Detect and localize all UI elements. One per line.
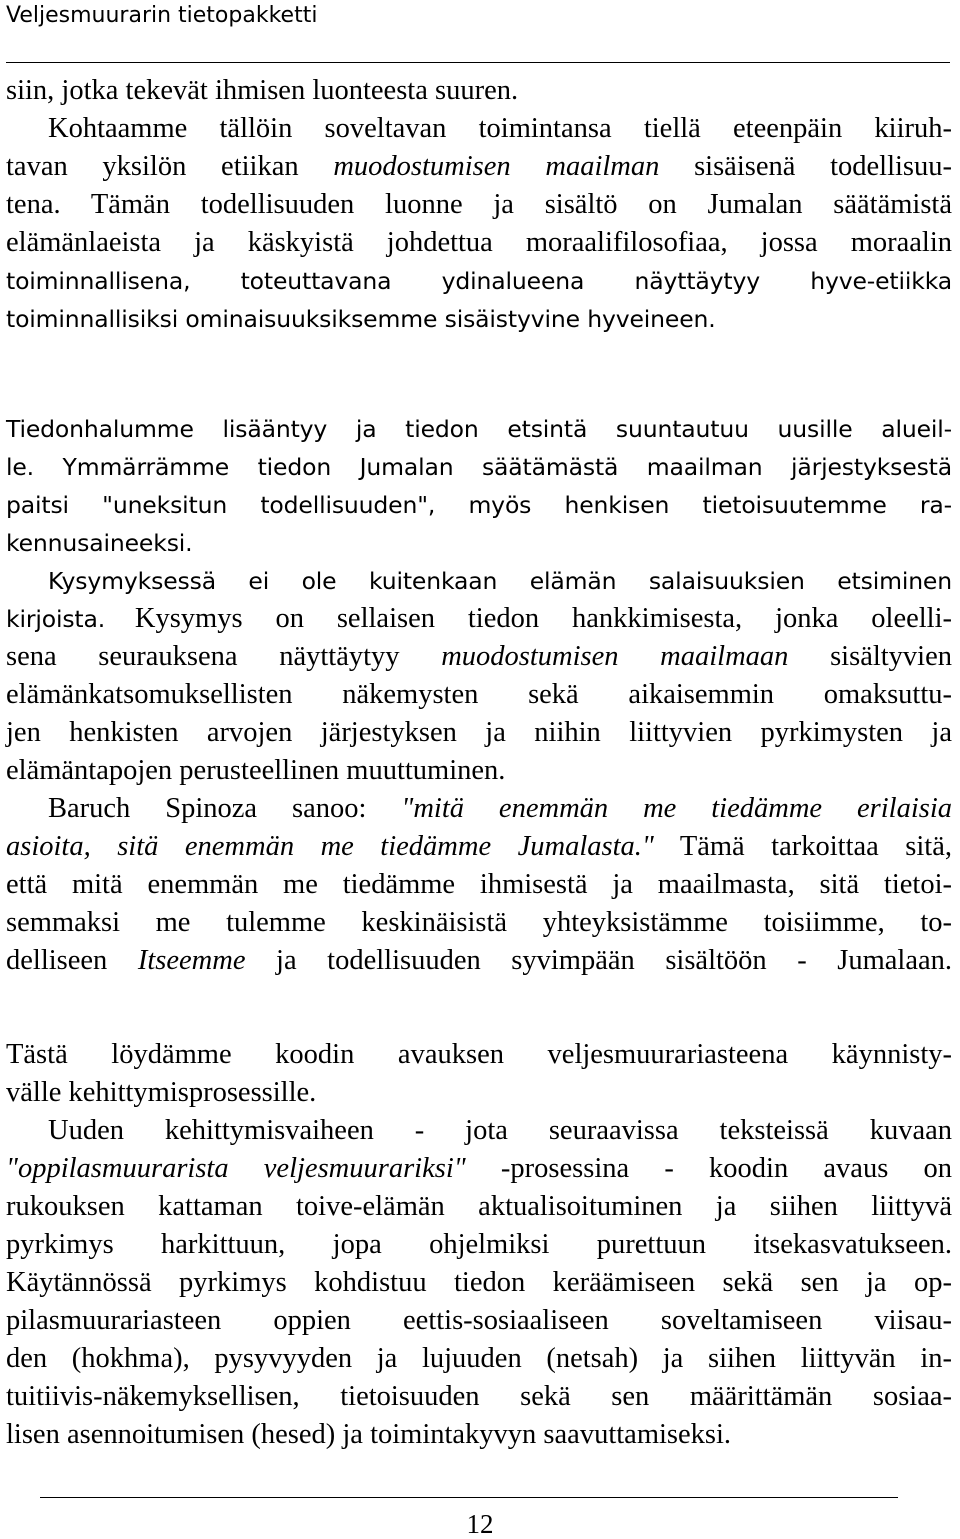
text-line: Tästä löydämme koodin avauksen veljesmuurariasteena käynnisty-: [6, 1039, 952, 1070]
text-line: kirjoista. Kysymys on sellaisen tiedon hankkimisesta, jonka oleelli-: [6, 603, 953, 634]
paragraph-block-2: [6, 410, 952, 980]
quote-text: "oppilasmuurarista veljesmuurariksi": [6, 1153, 466, 1184]
text-line: toiminnallisiksi ominaisuuksiksemme sisäistyvine hyveineen.: [6, 305, 716, 333]
paragraph-block-1: [6, 72, 952, 338]
paragraph-block-3: [6, 1036, 952, 1454]
text-line: tena. Tämän todellisuuden luonne ja sisältö on Jumalan säätämistä: [6, 189, 952, 220]
text-line: pilasmuurariasteen oppien eettis-sosiaaliseen soveltamiseen viisau-: [6, 1305, 952, 1336]
text-line: Uuden kehittymisvaiheen - jota seuraavissa teksteissä kuvaan: [48, 1115, 952, 1146]
text-line: Käytännössä pyrkimys kohdistuu tiedon keräämiseen sekä sen ja op-: [6, 1267, 952, 1298]
text-line: jen henkisten arvojen järjestyksen ja niihin liittyvien pyrkimysten ja: [6, 717, 952, 748]
header-rule: [6, 62, 950, 63]
running-header: Veljesmuurarin tietopakketti: [6, 3, 318, 28]
text-line: tavan yksilön etiikan muodostumisen maailman sisäisenä todellisuu-: [6, 151, 952, 182]
text-line: siin, jotka tekevät ihmisen luonteesta suuren.: [6, 75, 519, 106]
text-line: Baruch Spinoza sanoo: "mitä enemmän me tiedämme erilaisia: [48, 793, 953, 824]
text-line: delliseen Itseemme ja todellisuuden syvimpään sisältöön - Jumalaan.: [6, 945, 953, 976]
text-line: paitsi "uneksitun todellisuuden", myös henkisen tietoisuutemme ra-: [6, 491, 952, 519]
text-line: Kohtaamme tällöin soveltavan toimintansa tiellä eteenpäin kiiruh-: [48, 113, 952, 144]
quote-text: "mitä enemmän me tiedämme erilaisia: [401, 793, 953, 824]
text-line: "oppilasmuurarista veljesmuurariksi" -prosessina - koodin avaus on: [6, 1153, 952, 1184]
text-line: sena seurauksena näyttäytyy muodostumisen maailmaan sisältyvien: [6, 641, 952, 672]
text-line: elämänlaeista ja käskyistä johdettua moraalifilosofiaa, jossa moraalin: [6, 227, 952, 258]
text-line: den (hokhma), pysyvyyden ja lujuuden (netsah) ja siihen liittyvän in-: [6, 1343, 952, 1374]
quote-text: asioita, sitä enemmän me tiedämme Jumalasta.": [6, 831, 654, 862]
text-line: Kysymyksessä ei ole kuitenkaan elämän salaisuuksien etsiminen: [48, 567, 952, 595]
emphasis-text: muodostumisen maailman: [333, 151, 660, 182]
text-line: le. Ymmärrämme tiedon Jumalan säätämästä maailman järjestyksestä: [6, 453, 952, 481]
text-line: tuitiivis-näkemyksellisen, tietoisuuden sekä sen määrittämän sosiaa-: [6, 1381, 952, 1412]
text-line: elämäntapojen perusteellinen muuttuminen.: [6, 755, 506, 786]
text-line: kennusaineeksi.: [6, 529, 193, 557]
text-line: asioita, sitä enemmän me tiedämme Jumalasta." Tämä tarkoittaa sitä,: [6, 831, 952, 862]
text-line: rukouksen kattaman toive-elämän aktualisoituminen ja siihen liittyvä: [6, 1191, 952, 1222]
text-line: pyrkimys harkittuun, jopa ohjelmiksi purettuun itsekasvatukseen.: [6, 1229, 952, 1260]
text-line: semmaksi me tulemme keskinäisistä yhteyksistämme toisiimme, to-: [6, 907, 952, 938]
text-line: lisen asennoitumisen (hesed) ja toimintakyvyn saavuttamiseksi.: [6, 1419, 732, 1450]
text-line: Tiedonhalumme lisääntyy ja tiedon etsintä suuntautuu uusille alueil-: [6, 415, 952, 443]
text-line: välle kehittymisprosessille.: [6, 1077, 317, 1108]
page-number: 12: [466, 1509, 494, 1539]
emphasis-text: muodostumisen maailmaan: [441, 641, 789, 672]
text-line: että mitä enemmän me tiedämme ihmisestä ja maailmasta, sitä tietoi-: [6, 869, 952, 900]
text-line: elämänkatsomuksellisten näkemysten sekä aikaisemmin omaksuttu-: [6, 679, 952, 710]
footer-rule: [40, 1497, 898, 1498]
text-line: toiminnallisena, toteuttavana ydinalueena näyttäytyy hyve-etiikka: [6, 267, 952, 295]
emphasis-text: Itseemme: [137, 945, 246, 976]
